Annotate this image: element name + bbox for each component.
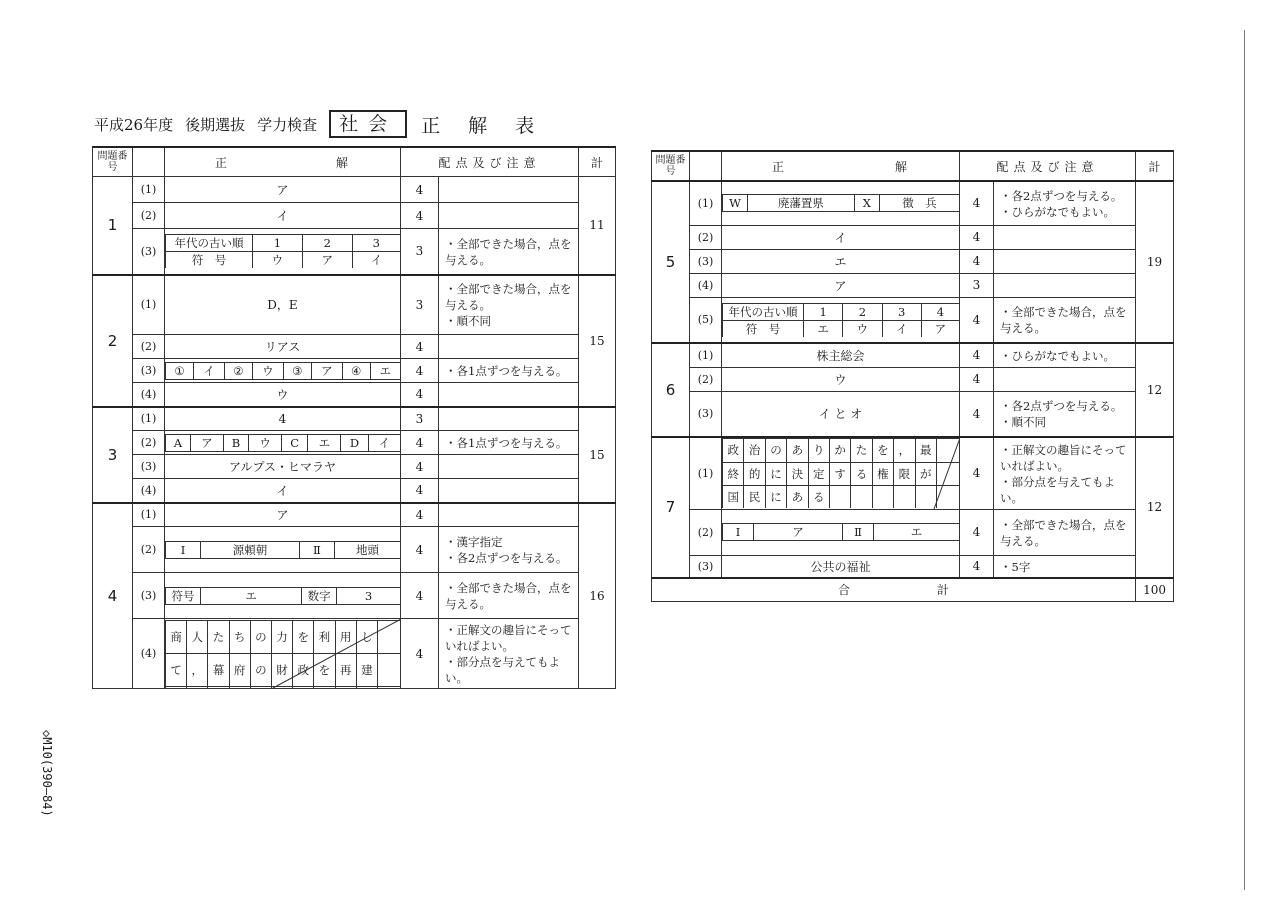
q7-1-answer-grid: 政 治 の あ り か た を ， 最 終 的 に 決 定 す る 権 限 が 国 民 に あ る xyxy=(722,437,960,509)
q3-4-label: (4) xyxy=(133,479,165,503)
answer-table-left xyxy=(92,146,616,689)
q7-3-label: (3) xyxy=(690,555,722,578)
q6-3-points: 4 xyxy=(960,391,994,437)
header-answer-right: 正 解 xyxy=(722,151,960,181)
q5-1-answer-grid: W 廃藩置県 X 徴 兵 xyxy=(722,181,960,225)
q2-2-answer: リアス xyxy=(165,335,401,359)
q4-3-answer-grid: 符号 エ 数字 3 xyxy=(165,573,401,619)
q5-2-label: (2) xyxy=(690,225,722,249)
q7-2-answer-grid: Ⅰ ア Ⅱ エ xyxy=(722,509,960,555)
q5-2-answer: イ xyxy=(722,225,960,249)
q5-4-label: (4) xyxy=(690,273,722,297)
header-total: 計 xyxy=(579,147,616,177)
header-total-right: 計 xyxy=(1136,151,1174,181)
q4-3-note: ・全部できた場合，点を与える。 xyxy=(439,573,579,619)
q4-number: 4 xyxy=(93,503,133,689)
q6-1-label: (1) xyxy=(690,343,722,367)
q6-2-answer: ウ xyxy=(722,367,960,391)
q3-3-label: (3) xyxy=(133,455,165,479)
q6-3-label: (3) xyxy=(690,391,722,437)
q4-2-answer-grid: Ⅰ 源頼朝 Ⅱ 地頭 xyxy=(165,527,401,573)
q3-total: 15 xyxy=(579,407,616,503)
q5-1-points: 4 xyxy=(960,181,994,225)
q7-2-note: ・全部できた場合，点を与える。 xyxy=(994,509,1136,555)
q2-2-label: (2) xyxy=(133,335,165,359)
q2-4-label: (4) xyxy=(133,383,165,407)
q5-4-answer: ア xyxy=(722,273,960,297)
q2-1-note: ・全部できた場合，点を与える。 ・順不同 xyxy=(439,275,579,335)
q4-4-note: ・正解文の趣旨にそっていればよい。 ・部分点を与えてもよい。 xyxy=(439,619,579,689)
q6-1-note: ・ひらがなでもよい。 xyxy=(994,343,1136,367)
q7-total: 12 xyxy=(1136,437,1174,578)
q1-1-label: (1) xyxy=(133,177,165,203)
q5-3-answer: エ xyxy=(722,249,960,273)
q1-3-points: 3 xyxy=(401,229,439,275)
q7-3-points: 4 xyxy=(960,555,994,578)
header-qnum-right: 問題番号 xyxy=(652,151,690,181)
q7-number: 7 xyxy=(652,437,690,578)
q4-3-label: (3) xyxy=(133,573,165,619)
q7-1-label: (1) xyxy=(690,437,722,509)
q6-number: 6 xyxy=(652,343,690,437)
q2-3-points: 4 xyxy=(401,359,439,383)
q5-5-points: 4 xyxy=(960,297,994,343)
q7-2-points: 4 xyxy=(960,509,994,555)
q3-4-points: 4 xyxy=(401,479,439,503)
q3-2-note: ・各1点ずつを与える。 xyxy=(439,431,579,455)
title-subject-box: 社会 xyxy=(329,110,407,138)
title-sheet: 正解表 xyxy=(421,114,563,137)
q5-4-points: 3 xyxy=(960,273,994,297)
q1-number: 1 xyxy=(93,177,133,275)
q2-1-points: 3 xyxy=(401,275,439,335)
q2-4-answer: ウ xyxy=(165,383,401,407)
q3-1-points: 3 xyxy=(401,407,439,431)
page-title xyxy=(94,110,562,138)
q4-4-label: (4) xyxy=(133,619,165,689)
q5-1-note: ・各2点ずつを与える。 ・ひらがなでもよい。 xyxy=(994,181,1136,225)
q1-3-note: ・全部できた場合，点を与える。 xyxy=(439,229,579,275)
page-edge-line xyxy=(1244,30,1245,890)
q3-1-answer: 4 xyxy=(165,407,401,431)
header-answer: 正 解 xyxy=(165,147,401,177)
q4-4-points: 4 xyxy=(401,619,439,689)
q6-1-points: 4 xyxy=(960,343,994,367)
q1-1-answer: ア xyxy=(165,177,401,203)
q2-2-points: 4 xyxy=(401,335,439,359)
q3-1-label: (1) xyxy=(133,407,165,431)
q5-3-points: 4 xyxy=(960,249,994,273)
q6-3-note: ・各2点ずつを与える。 ・順不同 xyxy=(994,391,1136,437)
q4-1-label: (1) xyxy=(133,503,165,527)
q3-2-answer-grid: A ア B ウ C エ D イ xyxy=(165,431,401,455)
q1-3-answer-grid: 年代の古い順 1 2 3 符 号 ウ ア イ xyxy=(165,229,401,275)
q6-2-points: 4 xyxy=(960,367,994,391)
q4-1-answer: ア xyxy=(165,503,401,527)
q4-4-strike-line xyxy=(165,619,401,689)
q1-2-label: (2) xyxy=(133,203,165,229)
q5-5-note: ・全部できた場合，点を与える。 xyxy=(994,297,1136,343)
q2-3-answer-grid: ① イ ② ウ ③ ア ④ エ xyxy=(165,359,401,383)
q2-number: 2 xyxy=(93,275,133,407)
q1-2-answer: イ xyxy=(165,203,401,229)
q5-5-label: (5) xyxy=(690,297,722,343)
q4-2-label: (2) xyxy=(133,527,165,573)
q7-2-label: (2) xyxy=(690,509,722,555)
q3-2-label: (2) xyxy=(133,431,165,455)
q2-1-label: (1) xyxy=(133,275,165,335)
q7-1-note: ・正解文の趣旨にそっていればよい。 ・部分点を与えてもよい。 xyxy=(994,437,1136,509)
q1-2-points: 4 xyxy=(401,203,439,229)
footer-code: ◇M10(390―84) xyxy=(40,730,54,817)
title-term: 後期選抜 xyxy=(185,115,246,134)
q6-3-answer: イ と オ xyxy=(722,391,960,437)
q5-3-label: (3) xyxy=(690,249,722,273)
title-exam: 学力検査 xyxy=(257,115,318,134)
q7-1-points: 4 xyxy=(960,437,994,509)
q4-total: 16 xyxy=(579,503,616,689)
q6-1-answer: 株主総会 xyxy=(722,343,960,367)
header-points-right: 配点及び注意 xyxy=(960,151,1136,181)
q7-3-answer: 公共の福祉 xyxy=(722,555,960,578)
q2-total: 15 xyxy=(579,275,616,407)
q4-2-points: 4 xyxy=(401,527,439,573)
q6-2-label: (2) xyxy=(690,367,722,391)
q4-1-points: 4 xyxy=(401,503,439,527)
q2-3-note: ・各1点ずつを与える。 xyxy=(439,359,579,383)
q7-1-strike-line xyxy=(722,438,960,510)
q3-3-answer: アルプス・ヒマラヤ xyxy=(165,455,401,479)
q2-1-answer: D，E xyxy=(165,275,401,335)
header-qnum: 問題番号 xyxy=(93,147,133,177)
q1-total: 11 xyxy=(579,177,616,275)
q4-3-points: 4 xyxy=(401,573,439,619)
q3-2-points: 4 xyxy=(401,431,439,455)
q4-2-note: ・漢字指定 ・各2点ずつを与える。 xyxy=(439,527,579,573)
q1-1-points: 4 xyxy=(401,177,439,203)
q3-3-points: 4 xyxy=(401,455,439,479)
q3-4-answer: イ xyxy=(165,479,401,503)
answer-table-right xyxy=(651,150,1174,602)
q1-3-label: (3) xyxy=(133,229,165,275)
q2-3-label: (3) xyxy=(133,359,165,383)
q5-5-answer-grid: 年代の古い順 1 2 3 4 符 号 エ ウ イ ア xyxy=(722,297,960,343)
grand-total-value: 100 xyxy=(1136,578,1174,602)
title-year: 平成26年度 xyxy=(94,115,174,134)
q2-4-points: 4 xyxy=(401,383,439,407)
q4-4-answer-grid: 商 人 た ち の 力 を 利 用 し て ， 幕 府 の 財 政 を 再 建 xyxy=(165,619,401,689)
q7-3-note: ・5字 xyxy=(994,555,1136,578)
q5-number: 5 xyxy=(652,181,690,343)
q3-number: 3 xyxy=(93,407,133,503)
q5-total: 19 xyxy=(1136,181,1174,343)
q5-2-points: 4 xyxy=(960,225,994,249)
q5-1-label: (1) xyxy=(690,181,722,225)
header-points: 配点及び注意 xyxy=(401,147,579,177)
grand-total-label: 合 計 xyxy=(652,578,1136,602)
q6-total: 12 xyxy=(1136,343,1174,437)
